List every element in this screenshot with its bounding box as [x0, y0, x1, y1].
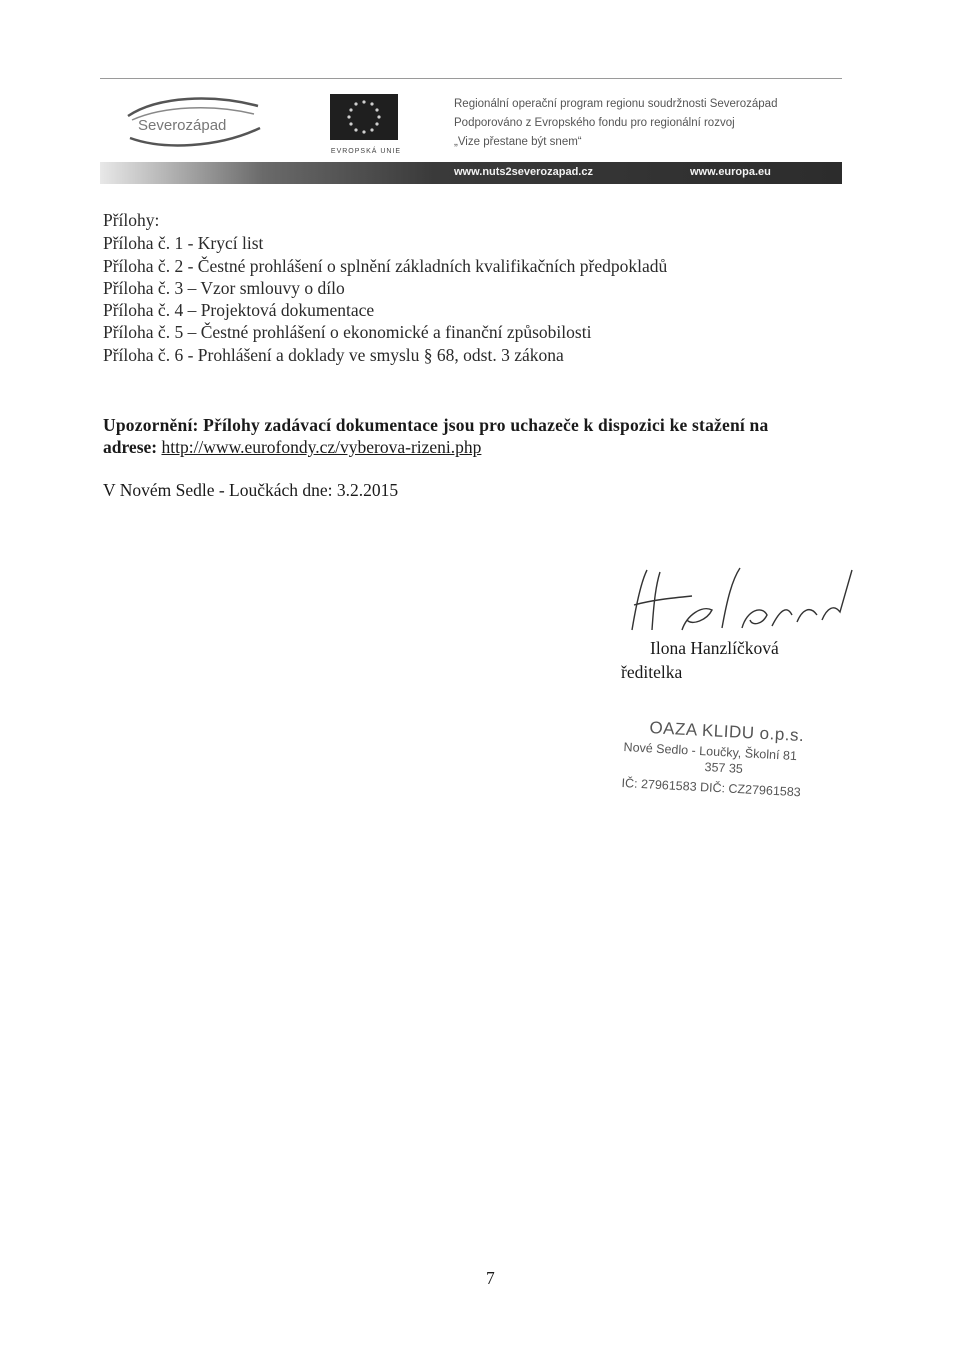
eu-label: EVROPSKÁ UNIE: [330, 148, 402, 155]
attachments-heading: Přílohy:: [103, 210, 160, 230]
notice-prefix: adrese:: [103, 437, 162, 457]
program-line: Regionální operační program regionu soudržnosti Severozápad: [454, 98, 778, 110]
banner-url-europa[interactable]: www.europa.eu: [690, 166, 771, 178]
notice-line: Upozornění: Přílohy zadávací dokumentace jsou pro uchazeče k dispozici ke stažení na: [103, 415, 769, 435]
stamp-ids: IČ: 27961583 DIČ: CZ27961583: [621, 776, 802, 800]
banner-url-nuts[interactable]: www.nuts2severozapad.cz: [454, 166, 593, 178]
program-line: „Vize přestane být snem“: [454, 136, 582, 148]
stamp-org-name: OAZA KLIDU o.p.s.: [649, 718, 805, 746]
attachment-item: Příloha č. 1 - Krycí list: [103, 233, 264, 253]
header-rule: [100, 78, 842, 79]
attachment-item: Příloha č. 6 - Prohlášení a doklady ve smyslu § 68, odst. 3 zákona: [103, 345, 564, 365]
signer-name: Ilona Hanzlíčková: [650, 638, 779, 658]
notice-url-link[interactable]: http://www.eurofondy.cz/vyberova-rizeni.php: [161, 437, 482, 457]
handwritten-signature: [612, 560, 862, 650]
attachment-item: Příloha č. 2 - Čestné prohlášení o splnění základních kvalifikačních předpokladů: [103, 256, 668, 276]
place-date: V Novém Sedle - Loučkách dne: 3.2.2015: [103, 480, 399, 500]
stamp-postcode: 357 35: [704, 760, 744, 776]
page-number: 7: [486, 1268, 495, 1288]
attachment-item: Příloha č. 3 – Vzor smlouvy o dílo: [103, 278, 345, 298]
attachment-item: Příloha č. 5 – Čestné prohlášení o ekonomické a finanční způsobilosti: [103, 322, 592, 342]
attachment-item: Příloha č. 4 – Projektová dokumentace: [103, 300, 375, 320]
svg-text:Severozápad: Severozápad: [138, 117, 227, 134]
notice-address: [103, 437, 481, 458]
signer-role: ředitelka: [621, 662, 683, 682]
eu-flag-icon: [330, 94, 398, 140]
severozapad-logo: [118, 92, 268, 152]
program-line: Podporováno z Evropského fondu pro regionální rozvoj: [454, 117, 735, 129]
stamp-address: Nové Sedlo - Loučky, Školní 81: [623, 740, 798, 764]
